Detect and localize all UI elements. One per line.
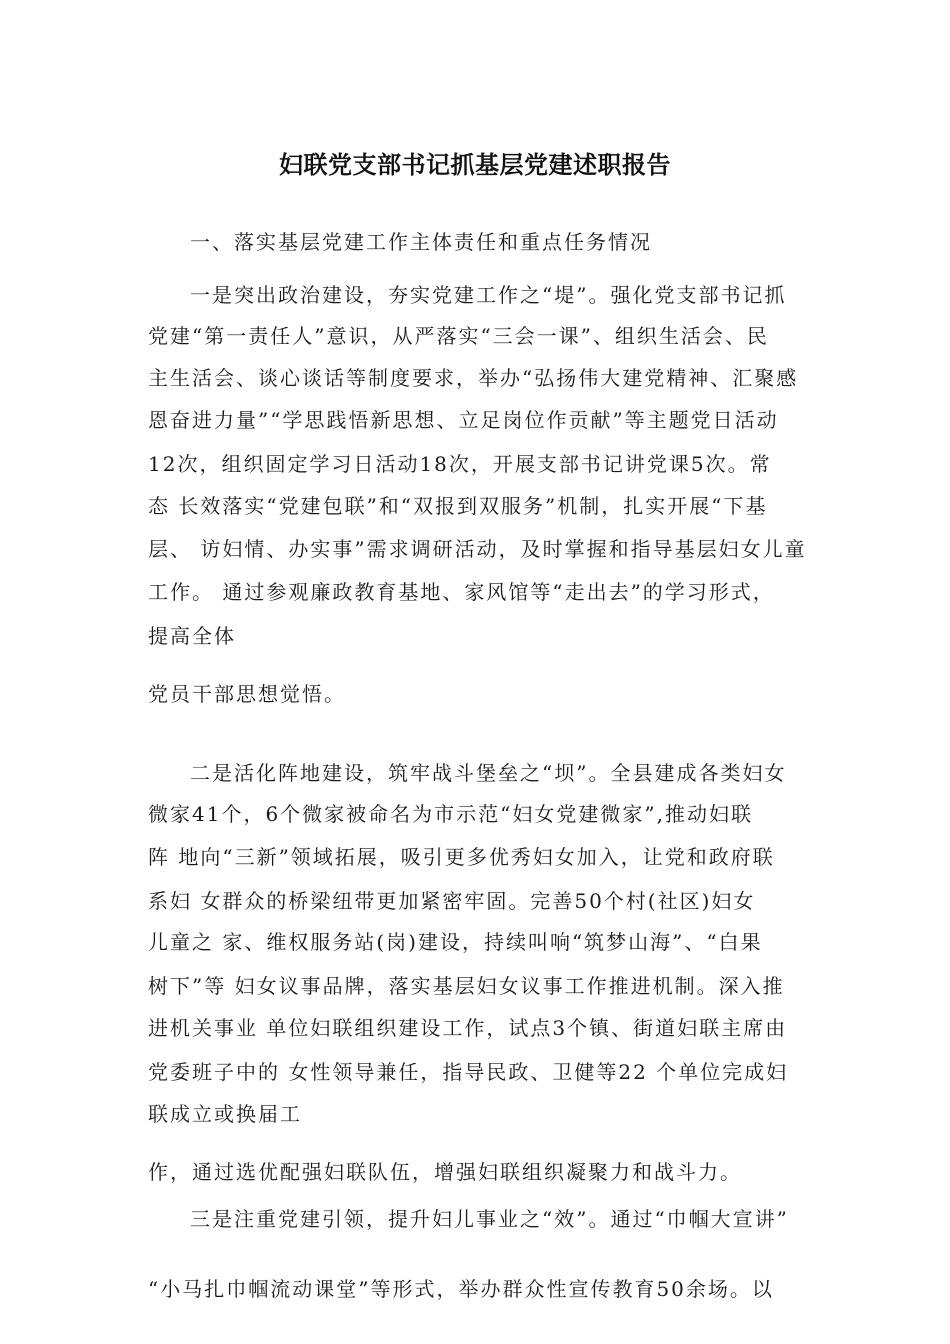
paragraph-line: 层、 访妇情、办实事”需求调研活动，及时掌握和指导基层妇女儿童 (148, 537, 807, 561)
paragraph-line: “小马扎巾帼流动课堂”等形式，举办群众性宣传教育50余场。以 (148, 1277, 774, 1301)
paragraph-line: 进机关事业 单位妇联组织建设工作，试点3个镇、街道妇联主席由 (148, 1016, 788, 1040)
paragraph-line: 态 长效落实“党建包联”和“双报到双服务”机制，扎实开展“下基 (148, 494, 768, 518)
paragraph-line: 系妇 女群众的桥梁纽带更加紧密牢固。完善50个村(社区)妇女 (148, 889, 756, 913)
document-title: 妇联党支部书记抓基层党建述职报告 (279, 151, 671, 179)
paragraph-line: 树下”等 妇女议事品牌，落实基层妇女议事工作推进机制。深入推 (148, 974, 785, 998)
paragraph-line: 党员干部思想觉悟。 (148, 682, 346, 706)
paragraph-line: 作，通过选优配强妇联队伍，增强妇联组织凝聚力和战斗力。 (148, 1160, 742, 1184)
paragraph-line: 提高全体 (148, 624, 236, 648)
paragraph-line: 二是活化阵地建设，筑牢战斗堡垒之“坝”。全县建成各类妇女 (190, 761, 787, 785)
paragraph-line: 三是注重党建引领，提升妇儿事业之“效”。通过“巾帼大宣讲” (190, 1207, 789, 1231)
paragraph-line: 12次，组织固定学习日活动18次，开展支部书记讲党课5次。常 (148, 452, 772, 476)
paragraph-line: 联成立或换届工 (148, 1102, 302, 1126)
paragraph-line: 党委班子中的 女性领导兼任，指导民政、卫健等22 个单位完成妇 (148, 1060, 789, 1084)
paragraph-line: 阵 地向“三新”领域拓展，吸引更多优秀妇女加入，让党和政府联 (148, 845, 775, 869)
paragraph-line: 儿童之 家、维权服务站(岗)建设，持续叫响“筑梦山海”、“白果 (148, 930, 763, 954)
paragraph-line: 一是突出政治建设，夯实党建工作之“堤”。强化党支部书记抓 (190, 283, 787, 307)
paragraph-line: 微家41个，6个微家被命名为市示范“妇女党建微家”,推动妇联 (148, 802, 753, 826)
paragraph-line: 工作。 通过参观廉政教育基地、家风馆等“走出去”的学习形式， (148, 580, 775, 604)
paragraph-line: 恩奋进力量”“学思践悟新思想、立足岗位作贡献”等主题党日活动 (148, 408, 779, 432)
paragraph-line: 主生活会、谈心谈话等制度要求，举办“弘扬伟大建党精神、汇聚感 (148, 366, 799, 390)
paragraph-line: 党建“第一责任人”意识，从严落实“三会一课”、组织生活会、民 (148, 324, 769, 348)
section-heading: 一、落实基层党建工作主体责任和重点任务情况 (190, 230, 652, 254)
